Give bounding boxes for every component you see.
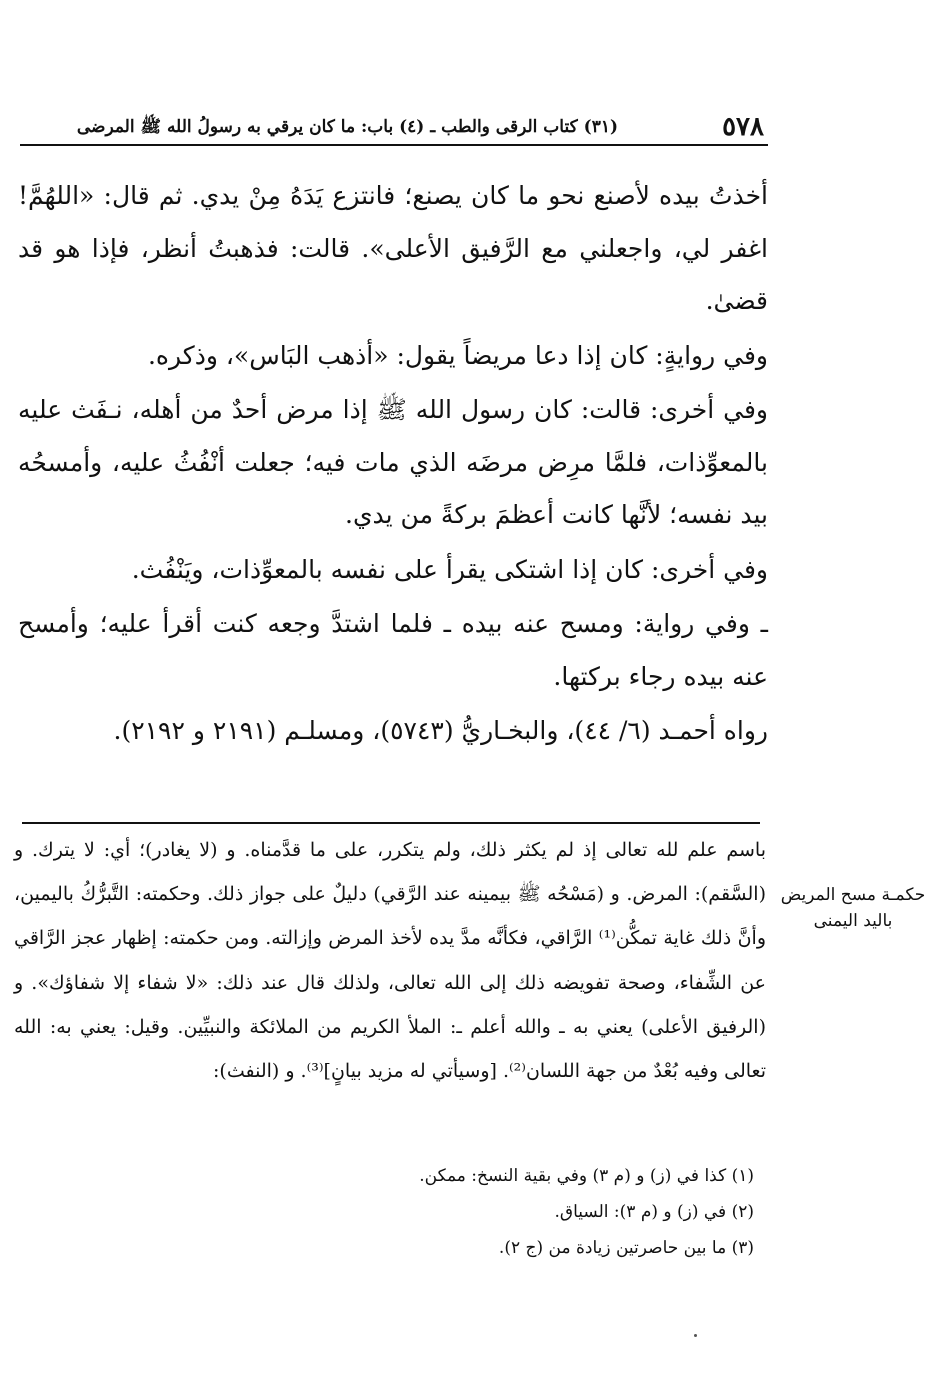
commentary-section <box>14 828 766 1093</box>
page-header <box>20 110 768 146</box>
hadith-paragraph: أخذتُ بيده لأصنع نحو ما كان يصنع؛ فانتزع يَدَهُ مِنْ يدي. ثم قال: «اللهُمَّ! اغفر لي، واجعلني مع الرَّفيق الأعلى». قالت: فذهبتُ أنظر، فإذا هو قد قضىٰ. <box>18 181 768 315</box>
hadith-text <box>18 170 768 758</box>
hadith-paragraph: رواه أحمـد (٦/ ٤٤)، والبخـاريُّ (٥٧٤٣)، ومسلـم (٢١٩١ و ٢١٩٢). <box>113 716 768 745</box>
hadith-paragraph: وفي أخرى: كان إذا اشتكى يقرأ على نفسه بالمعوِّذات، ويَنْفُث. <box>131 554 768 584</box>
separator-line <box>22 822 760 824</box>
hadith-paragraph: ـ وفي رواية: ومسح عنه بيده ـ فلما اشتدَّ وجعه كنت أقرأ عليه؛ وأمسح عنه بيده رجاء بركتها. <box>18 609 768 691</box>
footnote: (٢) في (ز) و (م ٣): السياق. <box>554 1202 754 1222</box>
commentary-paragraph: باسم علم لله تعالى إذ لم يكثر ذلك، ولم يتكرر، على ما قدَّمناه. و (لا يغادر)؛ أي: لا يترك. و (السَّقم): المرض. و (مَسْحُه ﷺ بيمينه عند الرَّقي) دليلٌ على جواز ذلك. وحكمته: التَّبرُّكُ باليمين، وأنَّ ذلك غاية تمكُّن⁽¹⁾ الرَّاقي، فكأنَّه مدَّ يده لأخذ المرض وإزالته. ومن حكمته: إظهار عجز الرَّاقي عن الشِّفاء، وصحة تفويضه ذلك إلى الله تعالى، ولذلك قال عند ذلك: «لا شفاء إلا شفاؤك». و (الرفيق الأعلى) يعني به ـ والله أعلم ـ: الملأ الكريم من الملائكة والنبيِّين. وقيل: يعني به: الله تعالى وفيه بُعْدٌ من جهة اللسان⁽²⁾. [وسيأتي له مزيد بيانٍ]⁽³⁾. و (النفث): <box>14 839 766 1083</box>
footnote: (٣) ما بين حاصرتين زيادة من (ج ٢). <box>498 1238 754 1258</box>
running-title: (٣١) كتاب الرقى والطب ـ (٤) باب: ما كان يرقي به رسولُ الله ﷺ المرضى <box>76 117 618 137</box>
page-number: ٥٧٨ <box>722 112 764 142</box>
footnotes <box>330 1158 754 1266</box>
margin-heading: حكمـة مسح المريض باليد اليمنى <box>780 885 926 931</box>
hadith-paragraph: وفي أخرى: قالت: كان رسول الله ﷺ إذا مرض أحدٌ من أهله، نـفَث عليه بالمعوِّذات، فلمَّا مرِض مرضَه الذي مات فيه؛ جعلت أنْفُثُ عليه، وأمسحُه بيد نفسه؛ لأنَّها كانت أعظمَ بركةً من يدي. <box>18 395 768 529</box>
hadith-paragraph: وفي روايةٍ: كان إذا دعا مريضاً يقول: «أذهب البَاس»، وذكره. <box>147 340 768 370</box>
scan-speck <box>694 1334 697 1337</box>
footnote: (١) كذا في (ز) و (م ٣) وفي بقية النسخ: ممكن. <box>419 1166 754 1186</box>
